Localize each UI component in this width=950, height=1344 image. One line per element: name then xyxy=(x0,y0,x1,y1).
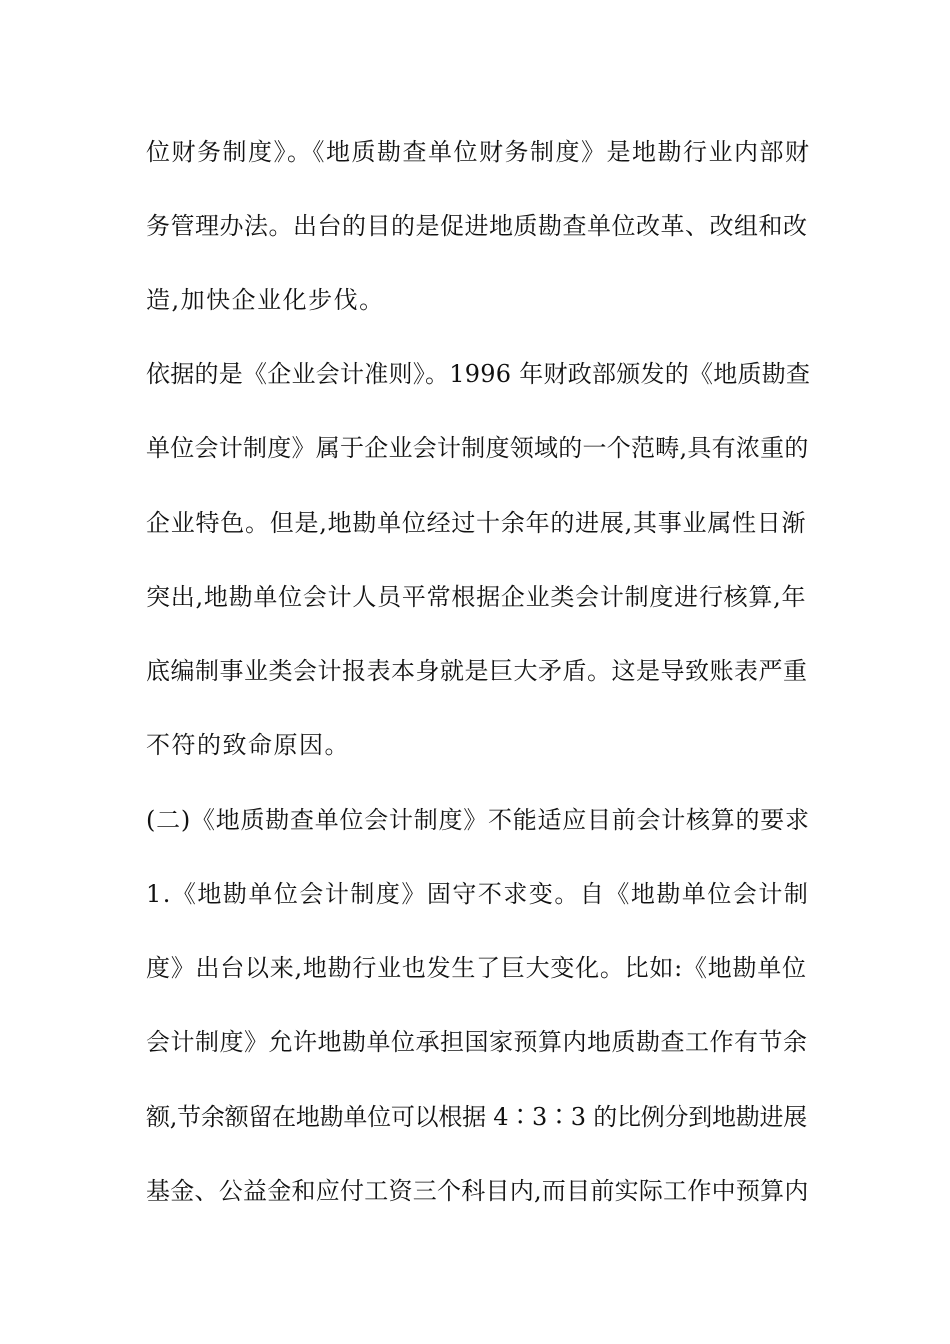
text-line: 不符的致命原因。 xyxy=(146,731,350,759)
text-line: 度》出台以来,地勘行业也发生了巨大变化。比如:《地勘单位 xyxy=(146,954,807,982)
text-line: 1.《地勘单位会计制度》固守不求变。自《地勘单位会计制 xyxy=(146,880,810,908)
text-line: 底编制事业类会计报表本身就是巨大矛盾。这是导致账表严重 xyxy=(146,657,808,685)
text-line: 基金、公益金和应付工资三个科目内,而目前实际工作中预算内 xyxy=(146,1177,809,1205)
text-line: 位财务制度》。《地质勘查单位财务制度》是地勘行业内部财 xyxy=(146,138,811,166)
text-line: 造,加快企业化步伐。 xyxy=(146,286,385,314)
text-line: 依据的是《企业会计准则》。1996 年财政部颁发的《地质勘查 xyxy=(146,360,811,388)
text-line: 额,节余额留在地勘单位可以根据 4∶3∶3 的比例分到地勘进展 xyxy=(146,1103,807,1131)
text-line: 单位会计制度》属于企业会计制度领域的一个范畴,具有浓重的 xyxy=(146,434,809,462)
text-line: 务管理办法。出台的目的是促进地质勘查单位改革、改组和改 xyxy=(146,212,808,240)
section-heading: (二)《地质勘查单位会计制度》不能适应目前会计核算的要求 xyxy=(146,806,810,834)
text-line: 会计制度》允许地勘单位承担国家预算内地质勘查工作有节余 xyxy=(146,1028,808,1056)
text-line: 突出,地勘单位会计人员平常根据企业类会计制度进行核算,年 xyxy=(146,583,807,611)
text-line: 企业特色。但是,地勘单位经过十余年的进展,其事业属性日渐 xyxy=(146,509,807,537)
